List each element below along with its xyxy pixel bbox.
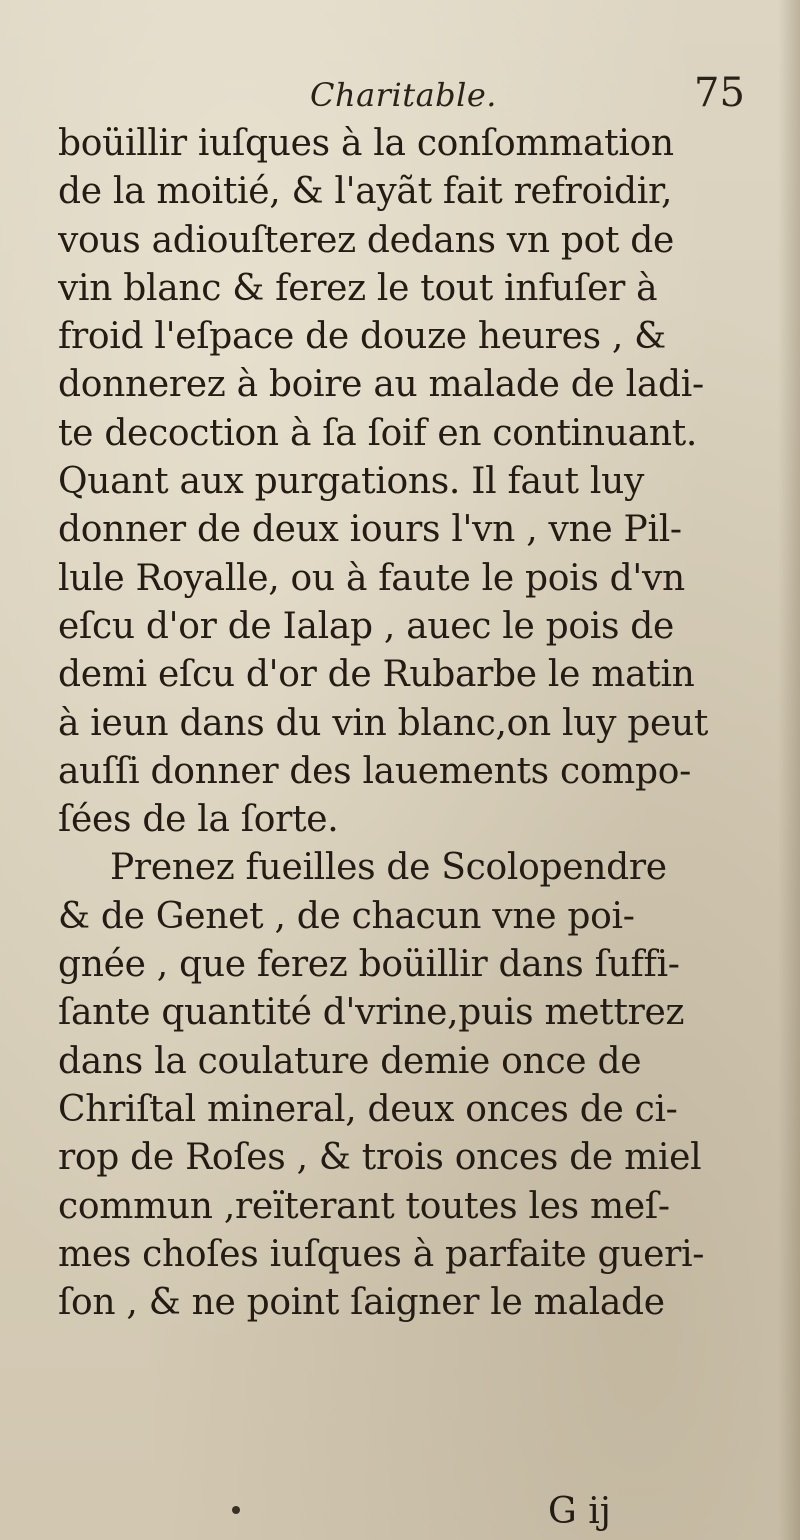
running-head: Charitable. [310, 76, 497, 114]
text-line: donner de deux iours l'vn , vne Pil- [58, 509, 682, 551]
text-line: rop de Roſes , & trois onces de miel [58, 1137, 702, 1179]
page-footer [0, 1488, 800, 1536]
page-header [0, 64, 800, 124]
text-line: gnée , que ferez boüillir dans ſuffi- [58, 944, 680, 986]
text-line: froid l'eſpace de douze heures , & [58, 316, 666, 358]
text-line: & de Genet , de chacun vne poi- [58, 895, 635, 937]
text-line: vous adiouſterez dedans vn pot de [58, 219, 675, 261]
text-line: ſées de la ſorte. [58, 799, 339, 841]
paragraph-start-line: Prenez fueilles de Scolopendre [110, 847, 667, 889]
text-line: te decoction à ſa ſoif en continuant. [58, 412, 698, 454]
text-line: dans la coulature demie once de [58, 1040, 642, 1082]
text-line: mes choſes iuſques à parfaite gueri- [58, 1233, 705, 1275]
text-line: boüillir iuſques à la conſommation [58, 123, 674, 164]
text-line: commun ,reïterant toutes les meſ- [58, 1185, 670, 1227]
text-line: vin blanc & ferez le tout infuſer à [58, 267, 658, 309]
text-line: Quant aux purgations. Il faut luy [58, 461, 644, 503]
text-line: eſcu d'or de Ialap , auec le pois de [58, 605, 675, 647]
text-line: ſante quantité d'vrine,puis mettrez [58, 992, 685, 1034]
text-line: de la moitié, & l'ayãt fait refroidir, [58, 171, 673, 213]
text-line: ſon , & ne point ſaigner le malade [58, 1282, 665, 1324]
text-line: donnerez à boire au malade de ladi- [58, 364, 704, 406]
text-line: à ieun dans du vin blanc,on luy peut [58, 702, 709, 744]
body-text [58, 120, 770, 1327]
ink-dot [232, 1506, 240, 1514]
text-line: demi eſcu d'or de Rubarbe le matin [58, 654, 695, 696]
text-line: auſſi donner des lauements compo- [58, 750, 692, 792]
text-line: Chriſtal mineral, deux onces de ci- [58, 1088, 678, 1130]
page-number: 75 [694, 70, 745, 116]
signature-mark: G ij [548, 1491, 611, 1532]
text-line: lule Royalle, ou à faute le pois d'vn [58, 557, 685, 599]
